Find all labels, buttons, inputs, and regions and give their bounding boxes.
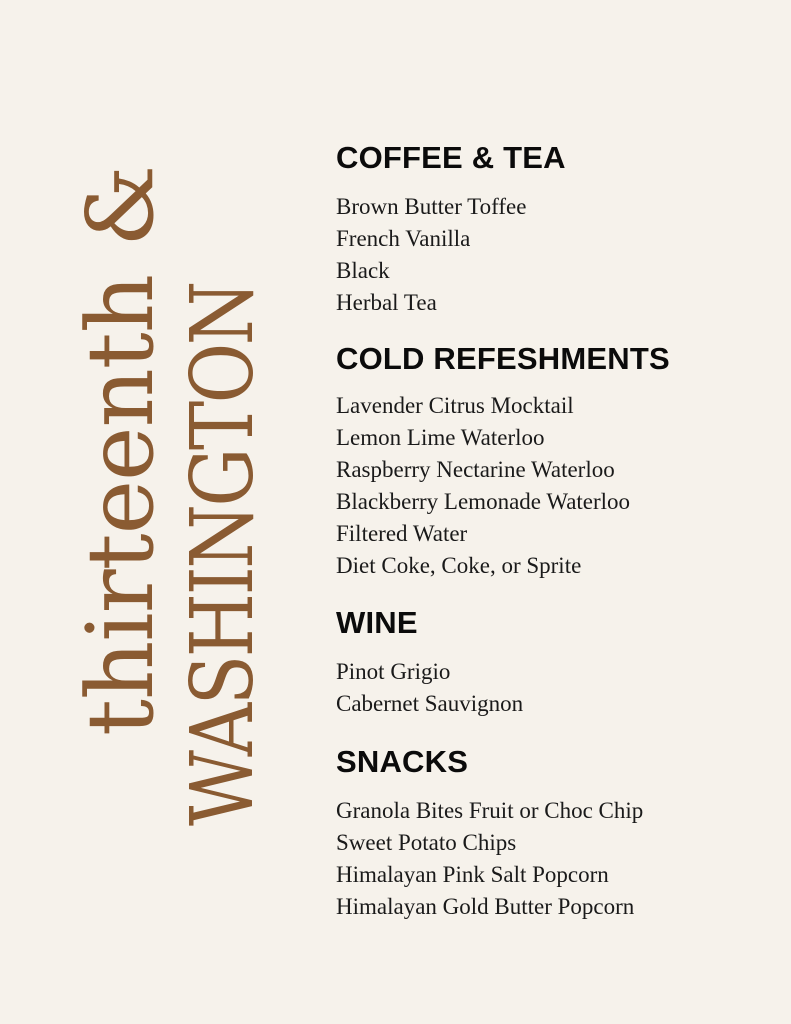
- menu-item: Sweet Potato Chips: [336, 830, 517, 855]
- section-wine: [336, 605, 766, 720]
- menu-item: Brown Butter Toffee: [336, 194, 527, 219]
- item-list: [336, 795, 766, 923]
- menu-item: French Vanilla: [336, 226, 471, 251]
- menu-item: Black: [336, 258, 390, 283]
- section-title: SNACKS: [336, 744, 469, 779]
- menu-item: Diet Coke, Coke, or Sprite: [336, 553, 582, 578]
- section-cold-refreshments: [336, 341, 766, 582]
- section-title: COLD REFESHMENTS: [336, 341, 670, 376]
- menu-item: Himalayan Gold Butter Popcorn: [336, 894, 635, 919]
- menu-item: Filtered Water: [336, 521, 468, 546]
- section-title: COFFEE & TEA: [336, 140, 566, 175]
- menu-item: Pinot Grigio: [336, 659, 451, 684]
- section-snacks: [336, 744, 766, 923]
- brand-line-thirteenth: thirteenth &: [67, 165, 174, 736]
- menu-item: Raspberry Nectarine Waterloo: [336, 457, 615, 482]
- item-list: [336, 390, 766, 582]
- item-list: [336, 191, 766, 319]
- menu-item: Himalayan Pink Salt Popcorn: [336, 862, 609, 887]
- section-coffee-tea: [336, 140, 766, 319]
- item-list: [336, 656, 766, 720]
- brand-line-washington: WASHINGTON: [173, 283, 273, 827]
- menu-item: Granola Bites Fruit or Choc Chip: [336, 798, 644, 823]
- section-title: WINE: [336, 605, 418, 640]
- menu-item: Blackberry Lemonade Waterloo: [336, 489, 631, 514]
- menu-item: Lavender Citrus Mocktail: [336, 393, 574, 418]
- menu-item: Lemon Lime Waterloo: [336, 425, 545, 450]
- menu-item: Cabernet Sauvignon: [336, 691, 524, 716]
- menu-item: Herbal Tea: [336, 290, 437, 315]
- menu-list: [336, 140, 766, 923]
